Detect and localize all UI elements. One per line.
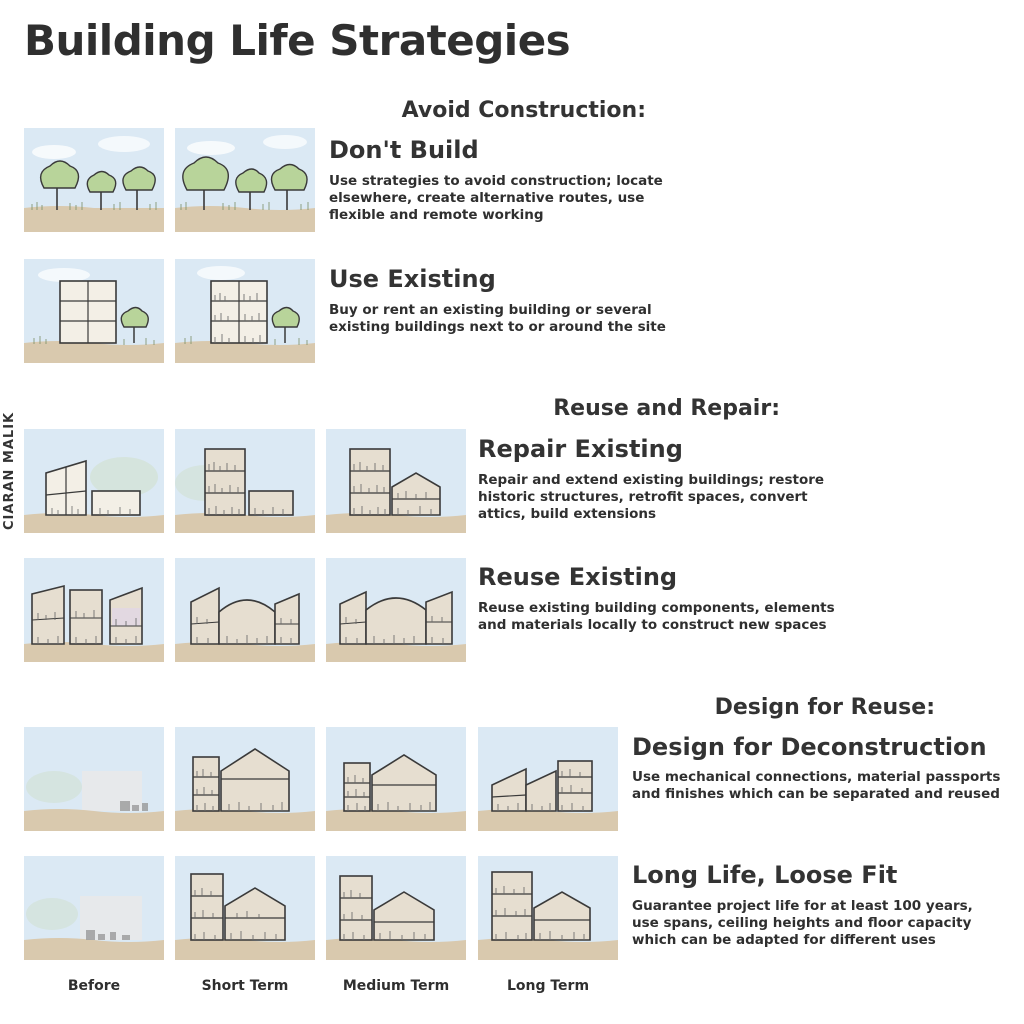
strategy-desc-long-life-loose-fit: Guarantee project life for at least 100 years, use spans, ceiling heights and floor capacity which can be adapted for different uses xyxy=(632,898,973,948)
column-label-long-term: Long Term xyxy=(506,978,590,994)
illustration-repair-existing-before xyxy=(24,429,164,533)
illustration-llf-long-term xyxy=(478,856,618,960)
illustration-reuse-existing-medium-term xyxy=(326,558,466,662)
illustration-dont-build-before xyxy=(24,128,164,232)
strategy-title-design-for-deconstruction: Design for Deconstruction xyxy=(632,733,987,761)
strategy-title-dont-build: Don't Build xyxy=(329,136,479,164)
column-label-medium-term: Medium Term xyxy=(342,978,450,994)
group-heading-avoid-construction: Avoid Construction: xyxy=(401,98,646,123)
illustration-reuse-existing-short-term xyxy=(175,558,315,662)
illustration-repair-existing-medium-term xyxy=(326,429,466,533)
strategy-desc-reuse-existing: Reuse existing building components, elements and materials locally to construct new spaces xyxy=(478,600,835,633)
illustration-dfd-medium-term xyxy=(326,727,466,831)
illustration-llf-short-term xyxy=(175,856,315,960)
illustration-llf-medium-term xyxy=(326,856,466,960)
illustration-llf-before xyxy=(24,856,164,960)
page-title: Building Life Strategies xyxy=(24,16,571,65)
strategy-desc-use-existing: Buy or rent an existing building or several existing buildings next to or around the site xyxy=(329,302,666,335)
illustration-reuse-existing-before xyxy=(24,558,164,662)
strategy-title-use-existing: Use Existing xyxy=(329,265,496,293)
group-heading-design-for-reuse: Design for Reuse: xyxy=(714,695,935,720)
illustration-dfd-short-term xyxy=(175,727,315,831)
illustration-dfd-before xyxy=(24,727,164,831)
strategy-desc-design-for-deconstruction: Use mechanical connections, material passports and finishes which can be separated and reused xyxy=(632,769,1001,802)
column-label-before: Before xyxy=(67,978,121,994)
column-label-short-term: Short Term xyxy=(201,978,289,994)
illustration-dfd-long-term xyxy=(478,727,618,831)
illustration-use-existing-short-term xyxy=(175,259,315,363)
illustration-repair-existing-short-term xyxy=(175,429,315,533)
group-heading-reuse-and-repair: Reuse and Repair: xyxy=(553,396,780,421)
illustration-dont-build-short-term xyxy=(175,128,315,232)
strategy-title-repair-existing: Repair Existing xyxy=(478,435,683,463)
strategy-desc-dont-build: Use strategies to avoid construction; locate elsewhere, create alternative routes, use flexible and remote working xyxy=(329,173,663,223)
illustration-use-existing-before xyxy=(24,259,164,363)
author-credit: CIARAN MALIK xyxy=(2,411,17,530)
strategy-title-long-life-loose-fit: Long Life, Loose Fit xyxy=(632,861,898,889)
strategy-title-reuse-existing: Reuse Existing xyxy=(478,563,678,591)
strategy-desc-repair-existing: Repair and extend existing buildings; restore historic structures, retrofit spaces, convert attics, build extensions xyxy=(478,472,825,522)
